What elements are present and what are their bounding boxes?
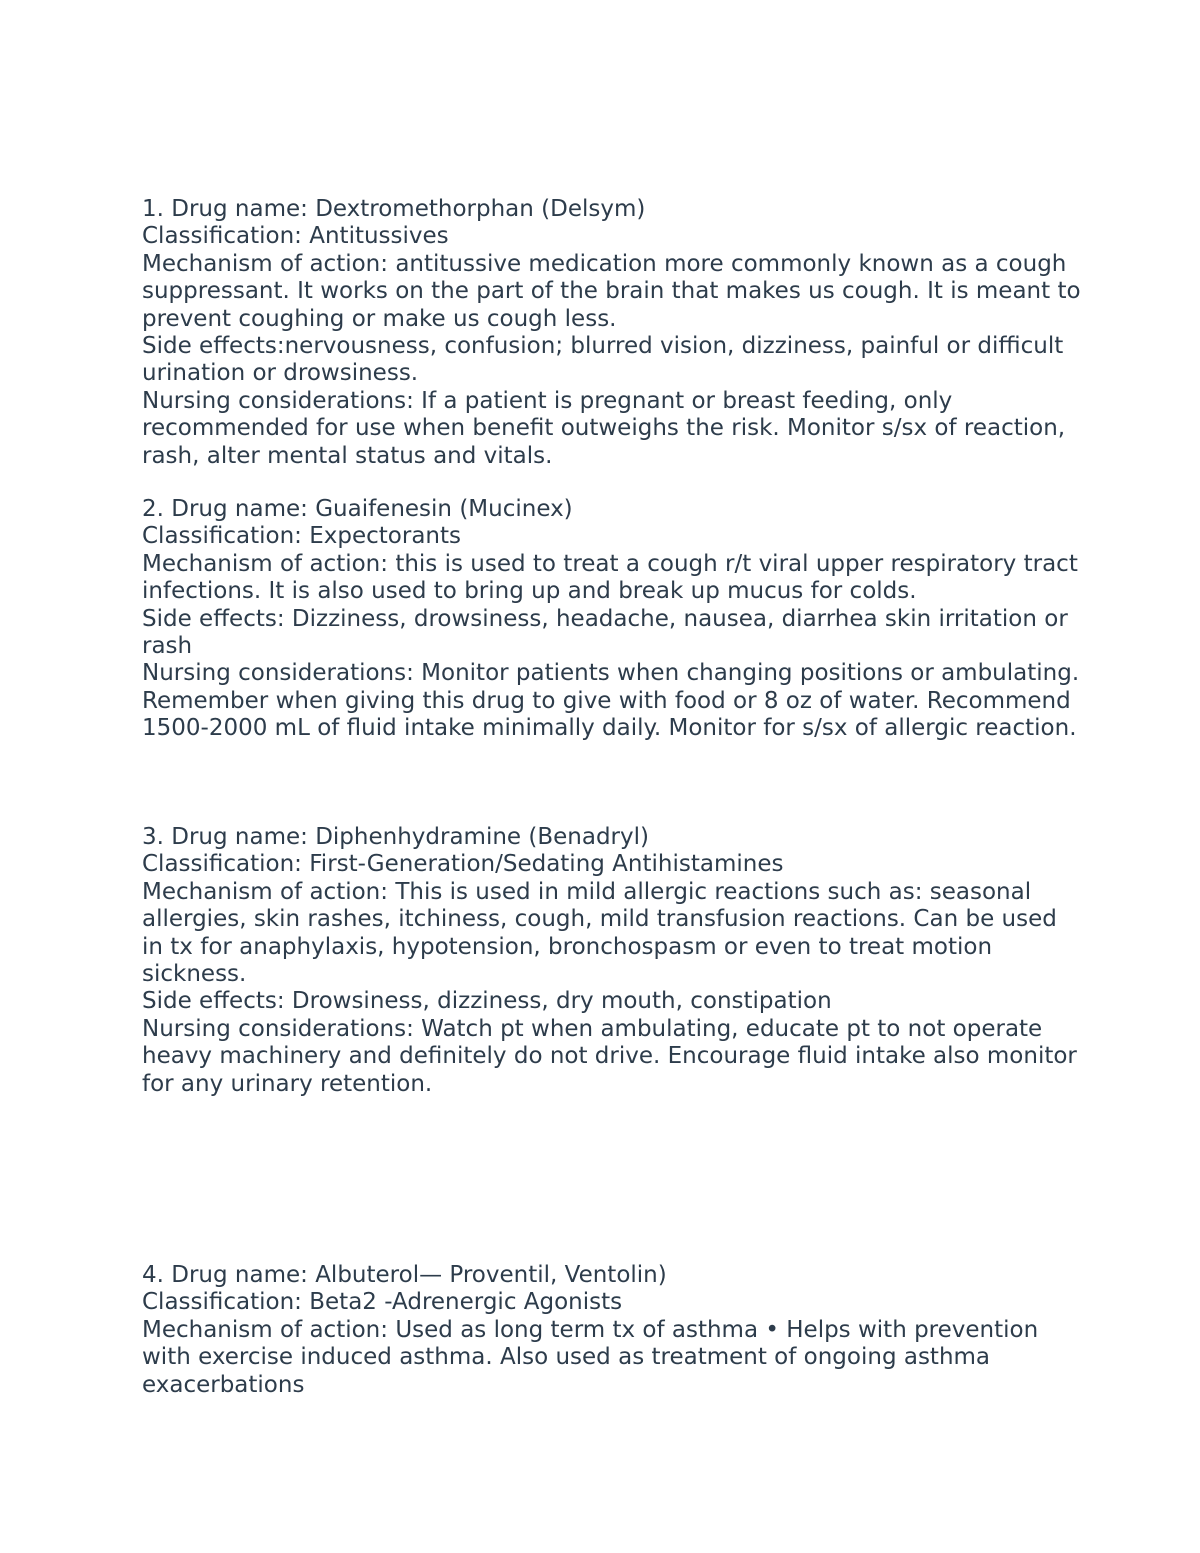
drug-classification: Classification: Antitussives — [142, 223, 449, 250]
drug-entry-guaifenesin — [142, 496, 1082, 743]
drug-classification: Classification: Beta2 -Adrenergic Agonists — [142, 1289, 623, 1316]
drug-name: 4. Drug name: Albuterol— Proventil, Ventolin) — [142, 1262, 667, 1288]
drug-name: 3. Drug name: Diphenhydramine (Benadryl) — [142, 824, 649, 850]
drug-name: 2. Drug name: Guaifenesin (Mucinex) — [142, 496, 573, 522]
side-effects: Side effects: Drowsiness, dizziness, dry mouth, constipation — [142, 988, 832, 1015]
drug-classification: Classification: Expectorants — [142, 523, 462, 550]
drug-classification: Classification: First-Generation/Sedating Antihistamines — [142, 851, 784, 878]
side-effects: Side effects:nervousness, confusion; blurred vision, dizziness, painful or difficult urination or drowsiness. — [142, 333, 1064, 387]
mechanism-of-action: Mechanism of action: this is used to treat a cough r/t viral upper respiratory tract infections. It is also used to bring up and break up mucus for colds. — [142, 550, 1078, 605]
mechanism-of-action: Mechanism of action: This is used in mild allergic reactions such as: seasonal allergies, skin rashes, itchiness, cough, mild transfusion reactions. Can be used in tx for anaphylaxis, hypotension, bronchospasm or even to treat motion sickness. — [142, 878, 1057, 988]
nursing-considerations: Nursing considerations: Monitor patients when changing positions or ambulating. Remember when giving this drug to give with food or 8 oz of water. Recommend 1500-2000 mL of fluid intake minimally daily. Monitor for s/sx of allergic reaction. — [142, 660, 1080, 742]
side-effects: Side effects: Dizziness, drowsiness, headache, nausea, diarrhea skin irritation or rash — [142, 605, 1068, 660]
nursing-considerations: Nursing considerations: If a patient is pregnant or breast feeding, only recommended for use when benefit outweighs the risk. Monitor s/sx of reaction, rash, alter mental status and vitals. — [142, 387, 1066, 469]
drug-name: 1. Drug name: Dextromethorphan (Delsym) — [142, 196, 646, 222]
drug-entry-dextromethorphan — [142, 196, 1082, 470]
drug-entry-diphenhydramine — [142, 824, 1082, 1098]
mechanism-of-action: Mechanism of action: antitussive medication more commonly known as a cough suppressant. It works on the part of the brain that makes us cough. It is meant to prevent coughing or make us cough less. — [142, 250, 1081, 332]
nursing-considerations: Nursing considerations: Watch pt when ambulating, educate pt to not operate heavy machinery and definitely do not drive. Encourage fluid intake also monitor for any urinary retention. — [142, 1015, 1077, 1097]
mechanism-of-action: Mechanism of action: Used as long term tx of asthma • Helps with prevention with exercise induced asthma. Also used as treatment of ongoing asthma exacerbations — [142, 1316, 1039, 1398]
drug-entry-albuterol — [142, 1262, 1082, 1399]
